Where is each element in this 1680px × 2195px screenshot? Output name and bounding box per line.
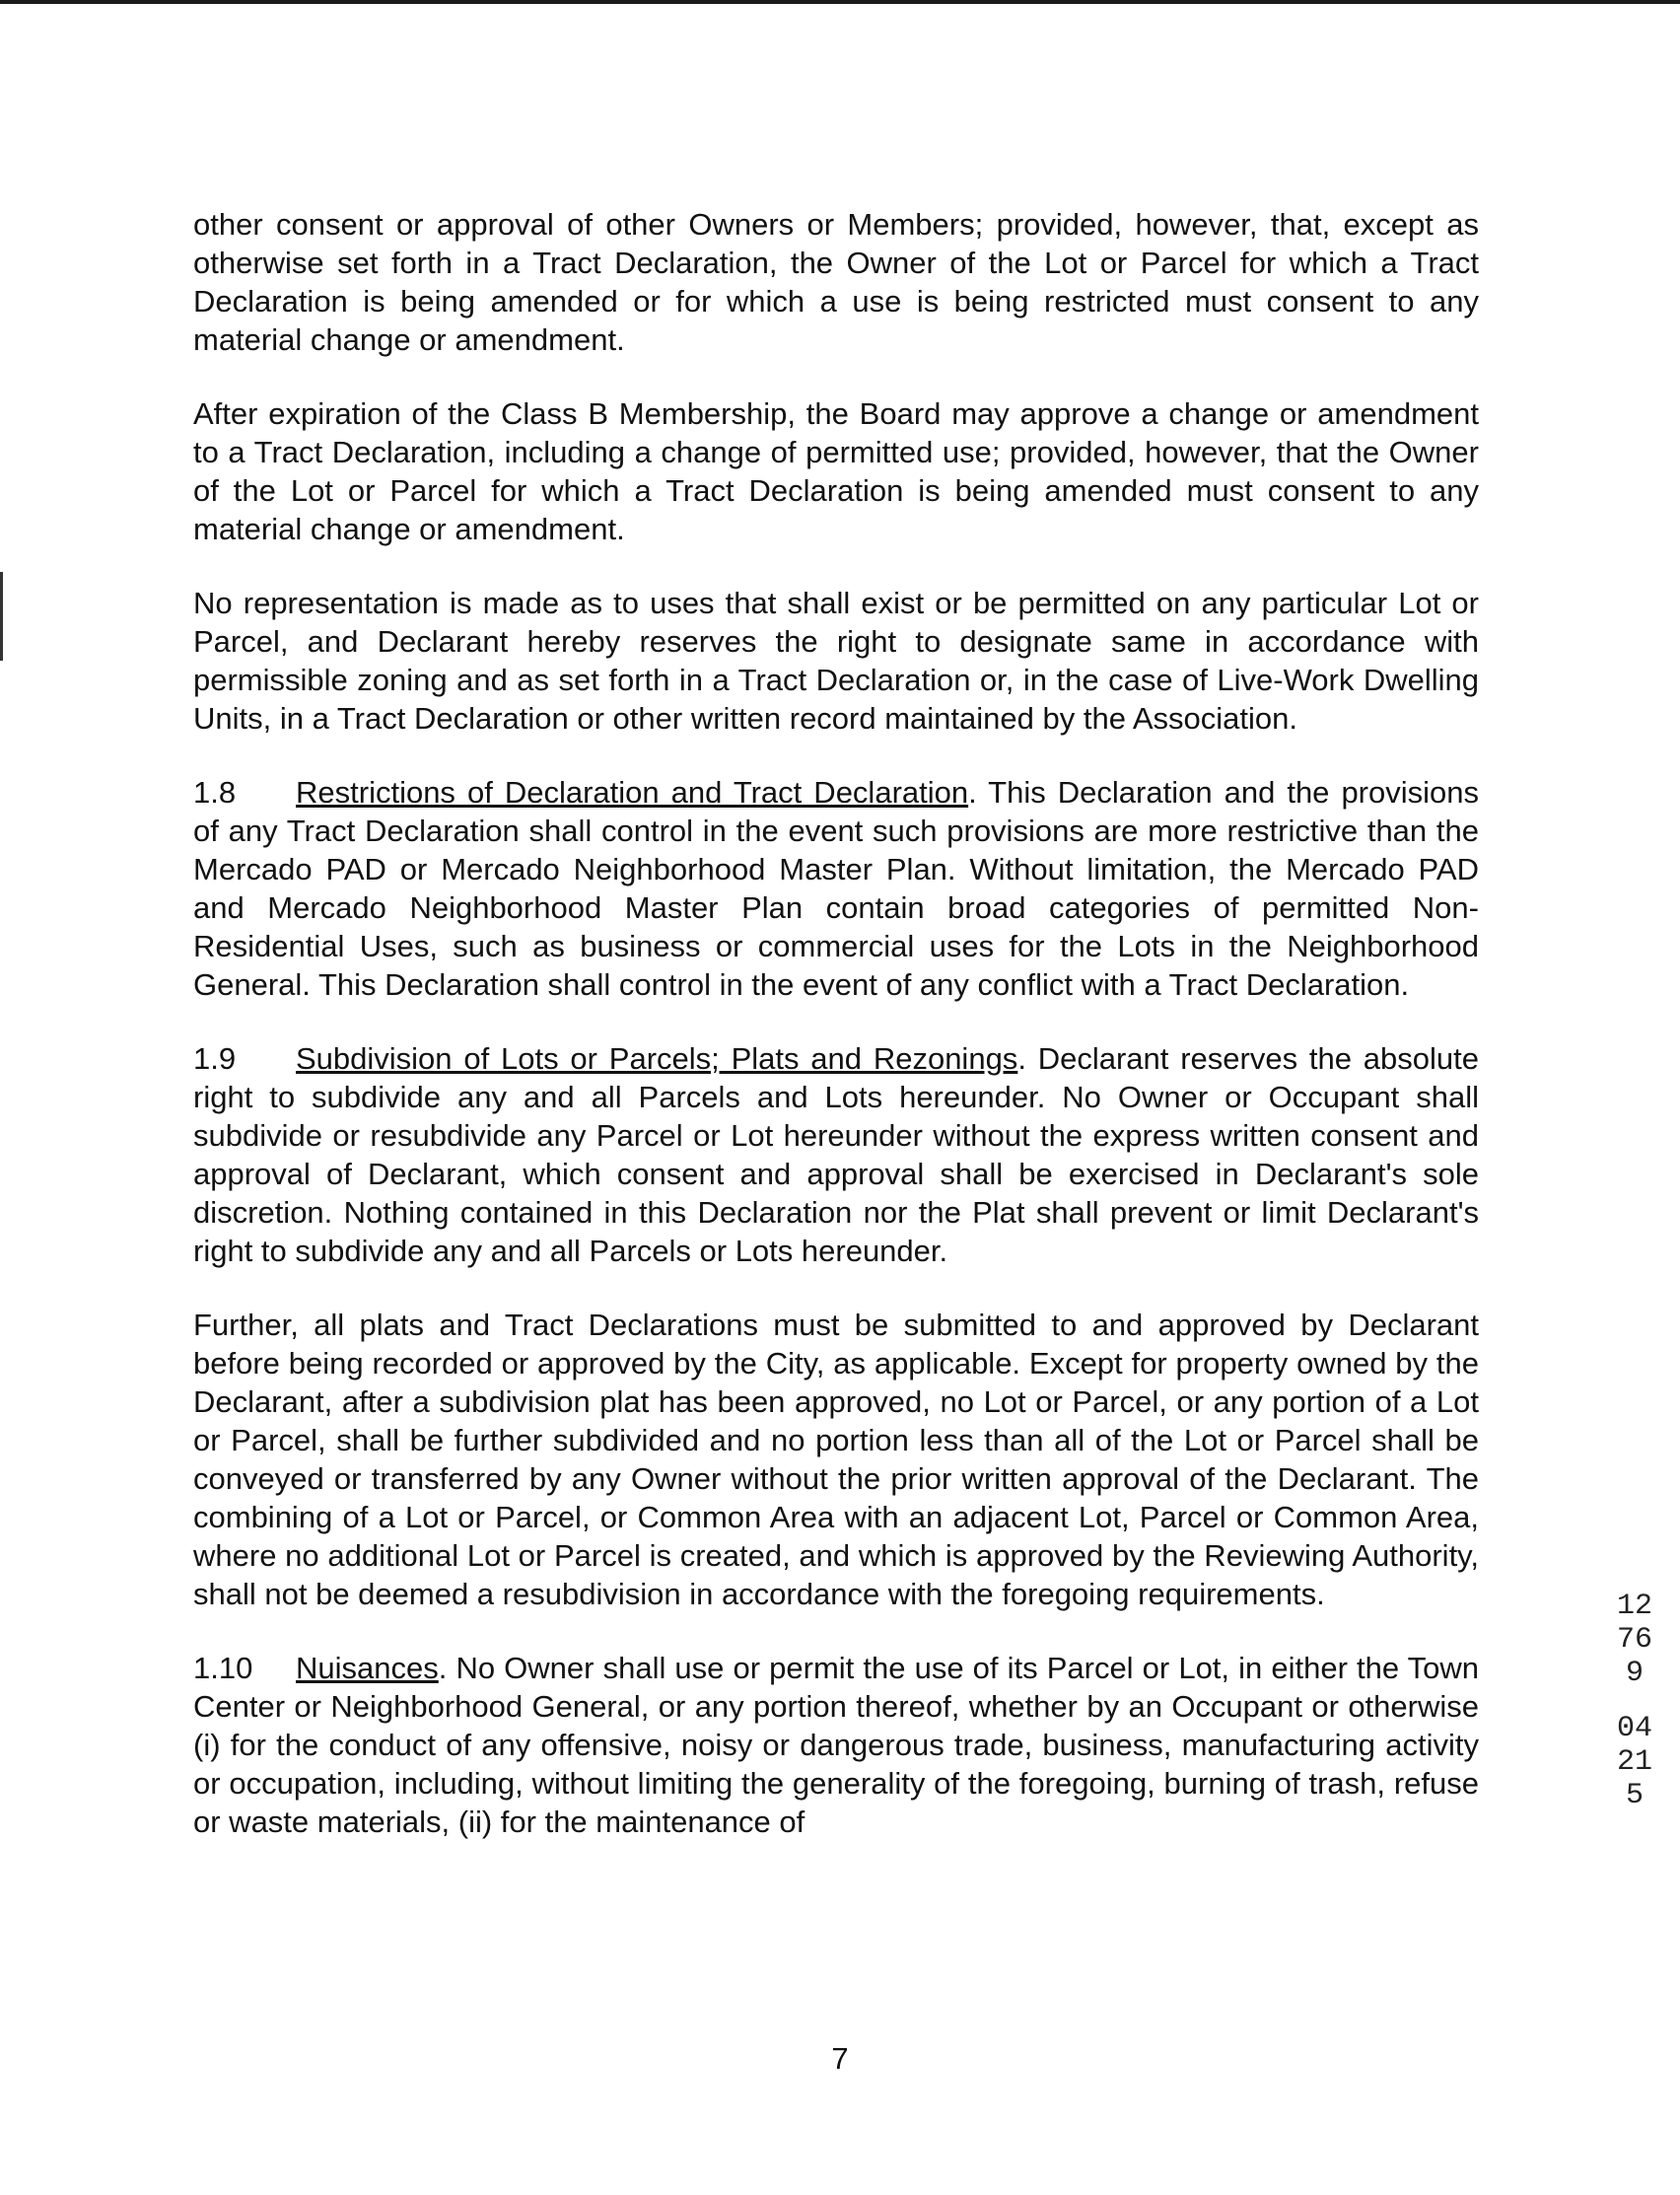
margin-recording-stamp xyxy=(1615,1590,1654,1812)
section-title: Restrictions of Declaration and Tract Declaration xyxy=(296,775,969,810)
section-1-10 xyxy=(193,1649,1479,1841)
section-1-8 xyxy=(193,773,1479,1004)
paragraph-no-representation xyxy=(193,584,1479,738)
section-number: 1.9 xyxy=(193,1041,237,1076)
paragraph-plats-approval xyxy=(193,1306,1479,1613)
section-1-9 xyxy=(193,1039,1479,1270)
paragraph-class-b-membership xyxy=(193,394,1479,548)
section-number: 1.8 xyxy=(193,775,237,810)
left-edge-scan-mark xyxy=(0,572,3,661)
section-text: . No Owner shall use or permit the use of its Parcel or Lot, in either the Town Center or Neighborhood General, or any portion thereof, whether by an Occupant or otherwise (i) for the conduct of any offensive, noisy or dangerous trade, business, manufacturing activity or occupation, including, without limiting the generality of the foregoing, burning of trash, refuse or waste materials, (ii) for the maintenance of xyxy=(193,1651,1479,1839)
paragraph-continuation xyxy=(193,205,1479,359)
page-number: 7 xyxy=(831,2041,849,2076)
section-text: . This Declaration and the provisions of any Tract Declaration shall control in the event such provisions are more restrictive than the Mercado PAD or Mercado Neighborhood Master Plan. Without limitation, the Mercado PAD and Mercado Neighborhood Master Plan contain broad categories of permitted Non-Residential Uses, such as business or commercial uses for the Lots in the Neighborhood General. This Declaration shall control in the event of any conflict with a Tract Declaration. xyxy=(193,775,1479,1002)
document-body xyxy=(193,205,1479,1876)
stamp-part-2: 04215 xyxy=(1616,1712,1652,1812)
top-edge-rule xyxy=(0,0,1680,4)
section-title: Subdivision of Lots or Parcels; Plats and Rezonings xyxy=(296,1041,1018,1076)
stamp-part-1: 12769 xyxy=(1616,1590,1652,1690)
section-number: 1.10 xyxy=(193,1651,253,1685)
paragraph-text: After expiration of the Class B Membership, the Board may approve a change or amendment to a Tract Declaration, including a change of permitted use; provided, however, that the Owner of the Lot or Parcel for which a Tract Declaration is being amended must consent to any material change or amendment. xyxy=(193,396,1479,546)
section-title: Nuisances xyxy=(296,1651,439,1685)
paragraph-text: other consent or approval of other Owners or Members; provided, however, that, except as otherwise set forth in a Tract Declaration, the Owner of the Lot or Parcel for which a Tract Declaration is being amended or for which a use is being restricted must consent to any material change or amendment. xyxy=(193,207,1479,357)
section-text: . Declarant reserves the absolute right to subdivide any and all Parcels and Lots hereunder. No Owner or Occupant shall subdivide or resubdivide any Parcel or Lot hereunder without the express written consent and approval of Declarant, which consent and approval shall be exercised in Declarant's sole discretion. Nothing contained in this Declaration nor the Plat shall prevent or limit Declarant's right to subdivide any and all Parcels or Lots hereunder. xyxy=(193,1041,1479,1268)
paragraph-text: No representation is made as to uses that shall exist or be permitted on any particular Lot or Parcel, and Declarant hereby reserves the right to designate same in accordance with permissible zoning and as set forth in a Tract Declaration or, in the case of Live-Work Dwelling Units, in a Tract Declaration or other written record maintained by the Association. xyxy=(193,586,1479,736)
paragraph-text: Further, all plats and Tract Declarations must be submitted to and approved by Declarant before being recorded or approved by the City, as applicable. Except for property owned by the Declarant, after a subdivision plat has been approved, no Lot or Parcel, or any portion of a Lot or Parcel, shall be further subdivided and no portion less than all of the Lot or Parcel shall be conveyed or transferred by any Owner without the prior written approval of the Declarant. The combining of a Lot or Parcel, or Common Area with an adjacent Lot, Parcel or Common Area, where no additional Lot or Parcel is created, and which is approved by the Reviewing Authority, shall not be deemed a resubdivision in accordance with the foregoing requirements. xyxy=(193,1308,1479,1611)
